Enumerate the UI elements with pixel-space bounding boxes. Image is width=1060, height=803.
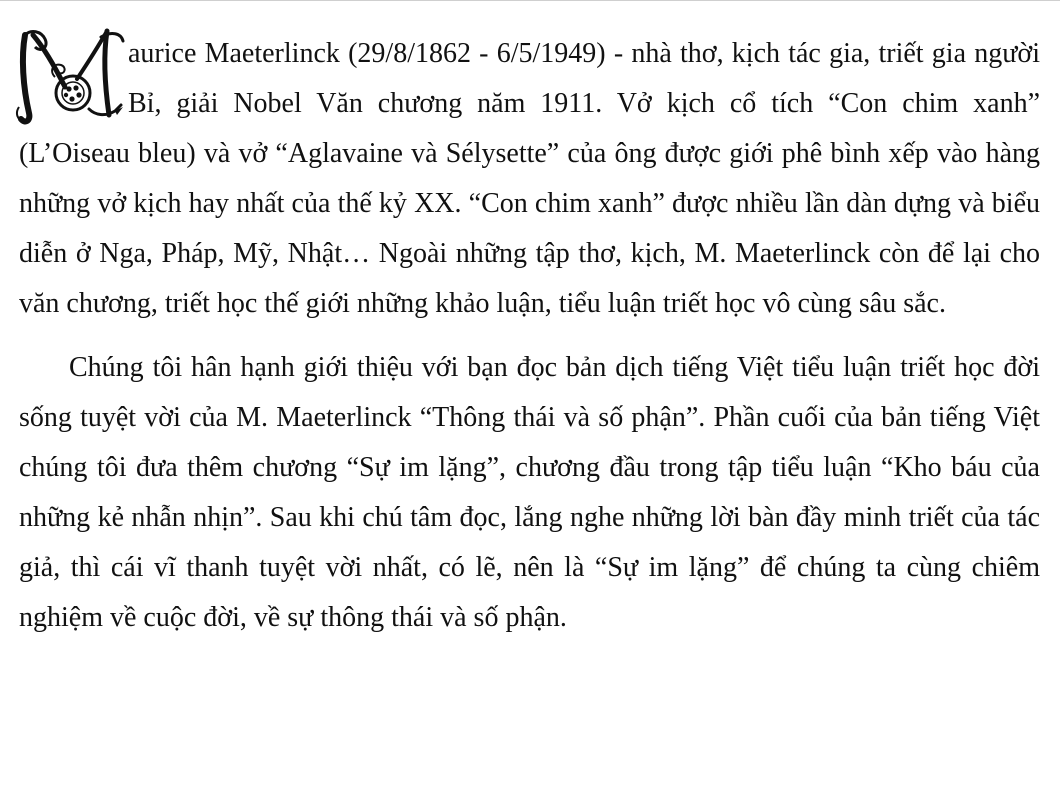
paragraph-introduction-translation: Chúng tôi hân hạnh giới thiệu với bạn đọc bản dịch tiếng Việt tiểu luận triết học đời sống tuyệt vời của M. Maeterlinck “Thông thái và số phận”. Phần cuối của bản tiếng Việt chúng tôi đưa thêm chương “Sự im lặng”, chương đầu trong tập tiểu luận “Kho báu của những kẻ nhẫn nhịn”. Sau khi chú tâm đọc, lắng nghe những lời bàn đầy minh triết của tác giả, thì cái vĩ thanh tuyệt vời nhất, có lẽ, nên là “Sự im lặng” để chúng ta cùng chiêm nghiệm về cuộc đời, về sự thông thái và số phận. bbox=[19, 352, 1040, 633]
paragraph-intro bbox=[19, 29, 1040, 329]
ornamental-letter-m-icon bbox=[15, 27, 128, 125]
body-text bbox=[19, 29, 1040, 643]
paragraph-intro-text: aurice Maeterlinck (29/8/1862 - 6/5/1949) - nhà thơ, kịch tác gia, triết gia người Bỉ, giải Nobel Văn chương năm 1911. Vở kịch cổ tích “Con chim xanh” (L’Oiseau bleu) và vở “Aglavaine và Sélysette” của ông được giới phê bình xếp vào hàng những vở kịch hay nhất của thế kỷ XX. “Con chim xanh” được nhiều lần dàn dựng và biểu diễn ở Nga, Pháp, Mỹ, Nhật… Ngoài những tập thơ, kịch, M. Maeterlinck còn để lại cho văn chương, triết học thế giới những khảo luận, tiểu luận triết học vô cùng sâu sắc. bbox=[19, 38, 1040, 319]
